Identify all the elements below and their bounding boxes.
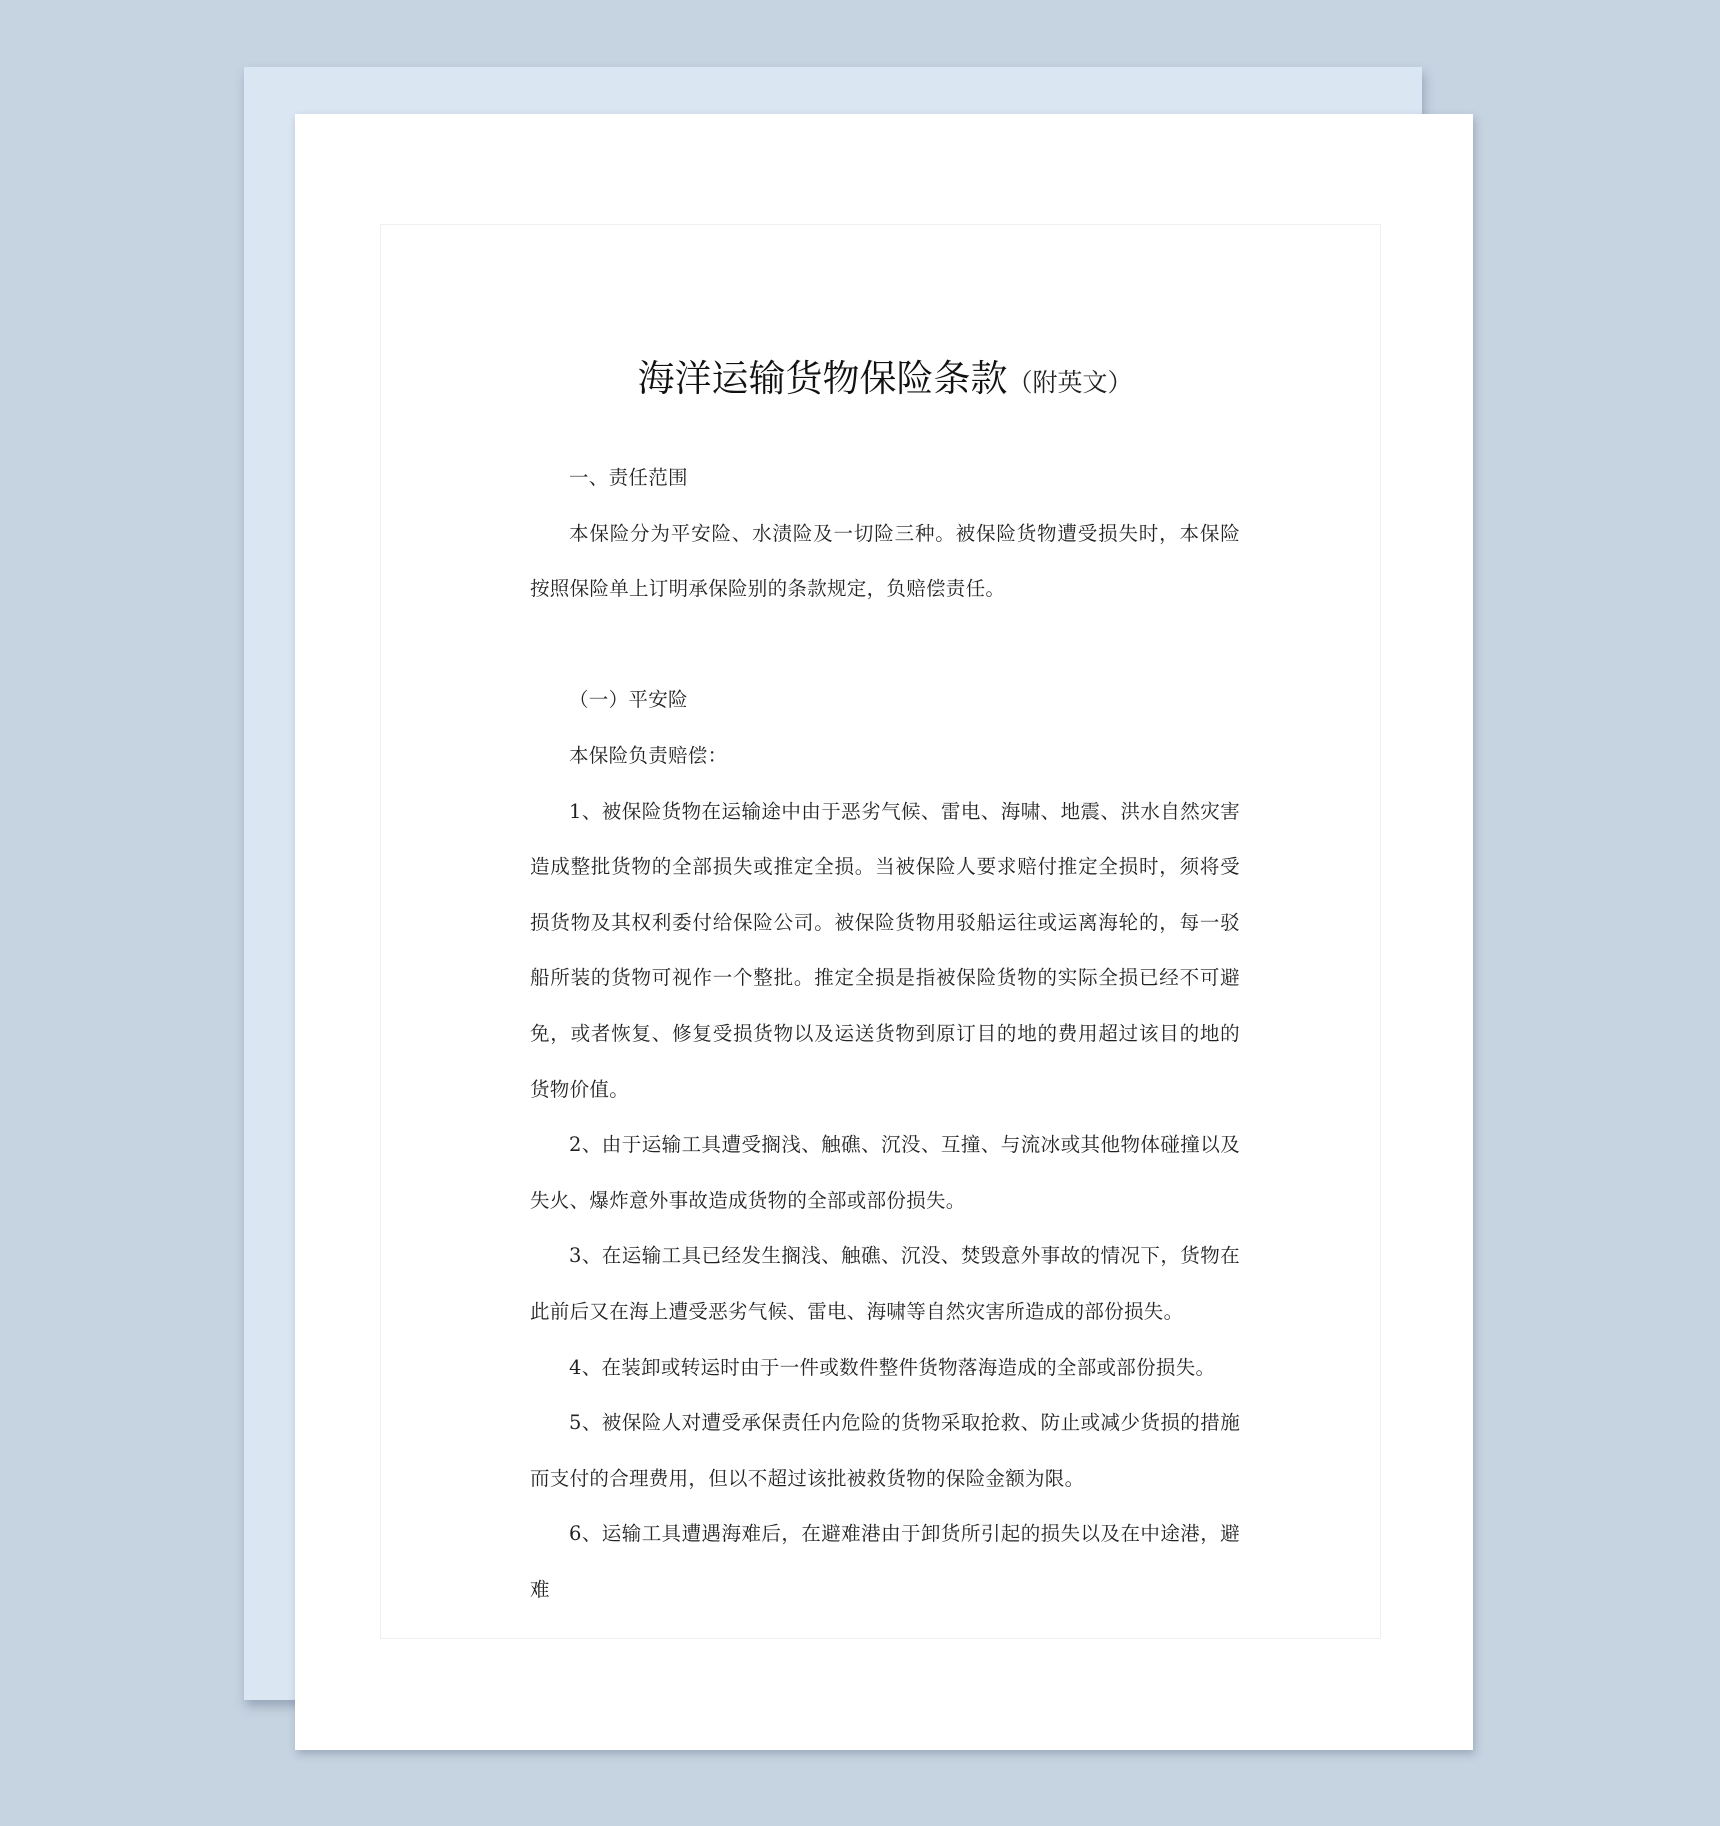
document-title (530, 354, 1240, 408)
blank-line (530, 617, 1240, 673)
subsection-heading-fpa: （一）平安险 (569, 688, 688, 712)
clause-5: 5、被保险人对遭受承保责任内危险的货物采取抢救、防止或减少货损的措施而支付的合理费用，但以不超过该批被救货物的保险金额为限。 (530, 1411, 1240, 1490)
document-body (530, 354, 1240, 1617)
document-page (295, 114, 1473, 1750)
clause-3: 3、在运输工具已经发生搁浅、触礁、沉没、焚毁意外事故的情况下，货物在此前后又在海上遭受恶劣气候、雷电、海啸等自然灾害所造成的部份损失。 (530, 1244, 1240, 1323)
paragraph-intro: 本保险分为平安险、水渍险及一切险三种。被保险货物遭受损失时，本保险按照保险单上订明承保险别的条款规定，负赔偿责任。 (530, 521, 1240, 601)
title-suffix: （附英文） (1007, 368, 1133, 397)
paragraph-coverage-lead: 本保险负责赔偿： (569, 743, 728, 767)
clause-2: 2、由于运输工具遭受搁浅、触礁、沉没、互撞、与流冰或其他物体碰撞以及失火、爆炸意外事故造成货物的全部或部份损失。 (530, 1133, 1240, 1212)
title-main: 海洋运输货物保险条款 (637, 357, 1008, 400)
clause-4: 4、在装卸或转运时由于一件或数件整件货物落海造成的全部或部份损失。 (569, 1355, 1216, 1379)
clause-6: 6、运输工具遭遇海难后，在避难港由于卸货所引起的损失以及在中途港，避难 (530, 1522, 1240, 1601)
section-heading-scope: 一、责任范围 (569, 466, 688, 489)
clause-1: 1、被保险货物在运输途中由于恶劣气候、雷电、海啸、地震、洪水自然灾害造成整批货物的全部损失或推定全损。当被保险人要求赔付推定全损时，须将受损货物及其权利委付给保险公司。被保险货物用驳船运往或运离海轮的，每一驳船所装的货物可视作一个整批。推定全损是指被保险货物的实际全损已经不可避免，或者恢复、修复受损货物以及运送货物到原订目的地的费用超过该目的地的货物价值。 (530, 799, 1240, 1101)
